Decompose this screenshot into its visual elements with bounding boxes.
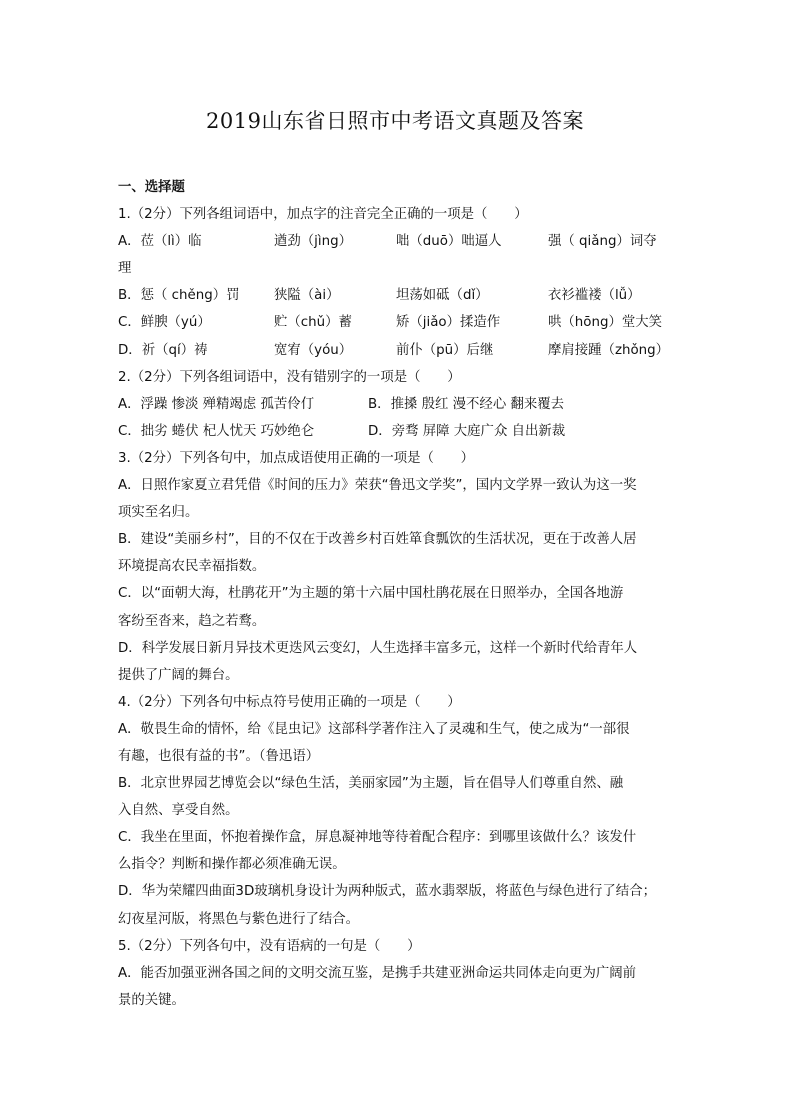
question-4-option-c-cont: 么指令？判断和操作都必须准确无误。 (118, 857, 346, 873)
question-3-option-c-cont: 客纷至沓来，趋之若鹜。 (118, 613, 266, 629)
option-cell: 矫（jiǎo）揉造作 (396, 315, 501, 331)
question-3-option-a-cont: 项实至名归。 (118, 505, 199, 521)
option-cell: 强（ qiǎng）词夺 (548, 234, 657, 250)
question-1-option-d (118, 337, 678, 364)
option-cell: C．鲜腴（yú） (118, 315, 211, 331)
question-1-option-b (118, 282, 678, 309)
option-a: A．浮躁 惨淡 殚精竭虑 孤苦伶仃 (118, 396, 315, 412)
option-cell: 遒劲（jìng） (274, 234, 352, 250)
question-1-option-a (118, 228, 678, 255)
question-3-option-c: C．以“面朝大海，杜鹃花开”为主题的第十六届中国杜鹃花展在日照举办，全国各地游 (118, 586, 624, 602)
option-cell: A．莅（lì）临 (118, 234, 202, 250)
question-4-option-b-cont: 入自然、享受自然。 (118, 803, 239, 819)
question-4-option-a-cont: 有趣，也很有益的书”。（鲁迅语） (118, 748, 320, 764)
question-2-options-cd (118, 418, 678, 445)
option-cell: 哄（hōng）堂大笑 (548, 315, 663, 331)
question-3-option-d-cont: 提供了广阔的舞台。 (118, 667, 239, 683)
question-4-stem: 4.（2分）下列各句中标点符号使用正确的一项是（ ） (118, 694, 461, 710)
question-3-option-d: D．科学发展日新月异技术更迭风云变幻，人生选择丰富多元，这样一个新时代给青年人 (118, 640, 638, 656)
question-3-option-a: A．日照作家夏立君凭借《时间的压力》荣获“鲁迅文学奖”，国内文学界一致认为这一奖 (118, 478, 637, 494)
page-title: 2019山东省日照市中考语文真题及答案 (206, 109, 584, 133)
option-cell: 咄（duō）咄逼人 (396, 234, 502, 250)
question-3-option-b-cont: 环境提高农民幸福指数。 (118, 559, 266, 575)
option-d: D．旁骛 屏障 大庭广众 自出新裁 (368, 423, 566, 439)
option-cell: 宽宥（yóu） (274, 342, 353, 358)
option-cell: D．祈（qí）祷 (118, 342, 208, 358)
document-body (118, 174, 678, 1014)
question-1-option-c (118, 309, 678, 336)
option-cell: 摩肩接踵（zhǒng） (548, 342, 670, 358)
question-2-stem: 2.（2分）下列各组词语中，没有错别字的一项是（ ） (118, 369, 461, 385)
question-1-option-a-wrap: 理 (118, 261, 132, 277)
question-2-options-ab (118, 391, 678, 418)
option-cell: 前仆（pū）后继 (396, 342, 494, 358)
question-4-option-b: B．北京世界园艺博览会以“绿色生活，美丽家园”为主题，旨在倡导人们尊重自然、融 (118, 776, 624, 792)
option-c: C．拙劣 蜷伏 杞人忧天 巧妙绝仑 (118, 423, 315, 439)
question-4-option-d: D．华为荣耀四曲面3D玻璃机身设计为两种版式，蓝水翡翠版，将蓝色与绿色进行了结合； (118, 884, 656, 900)
question-3-stem: 3.（2分）下列各句中，加点成语使用正确的一项是（ ） (118, 450, 475, 466)
option-cell: 贮（chǔ）蓄 (274, 315, 352, 331)
option-cell: B．惩（ chěng）罚 (118, 288, 240, 304)
question-4-option-a: A．敬畏生命的情怀，给《昆虫记》这部科学著作注入了灵魂和生气，使之成为“一部很 (118, 721, 630, 737)
question-3-option-b: B．建设“美丽乡村”，目的不仅在于改善乡村百姓箪食瓢饮的生活状况，更在于改善人居 (118, 532, 637, 548)
option-cell: 狭隘（ài） (274, 288, 340, 304)
question-5-option-a-cont: 景的关键。 (118, 992, 185, 1008)
question-1-stem: 1.（2分）下列各组词语中，加点字的注音完全正确的一项是（ ） (118, 207, 528, 223)
option-b: B．推搡 殷红 漫不经心 翻来覆去 (368, 396, 565, 412)
section-title: 一、选择题 (118, 180, 185, 195)
question-4-option-c: C．我坐在里面，怀抱着操作盒，屏息凝神地等待着配合程序：到哪里该做什么？该发什 (118, 830, 637, 846)
question-5-option-a: A．能否加强亚洲各国之间的文明交流互鉴，是携手共建亚洲命运共同体走向更为广阔前 (118, 965, 637, 981)
option-cell: 衣衫褴褛（lǚ） (548, 288, 641, 304)
question-5-stem: 5.（2分）下列各句中，没有语病的一句是（ ） (118, 938, 421, 954)
question-4-option-d-cont: 幻夜星河版，将黑色与紫色进行了结合。 (118, 911, 360, 927)
option-cell: 坦荡如砥（dǐ） (396, 288, 489, 304)
